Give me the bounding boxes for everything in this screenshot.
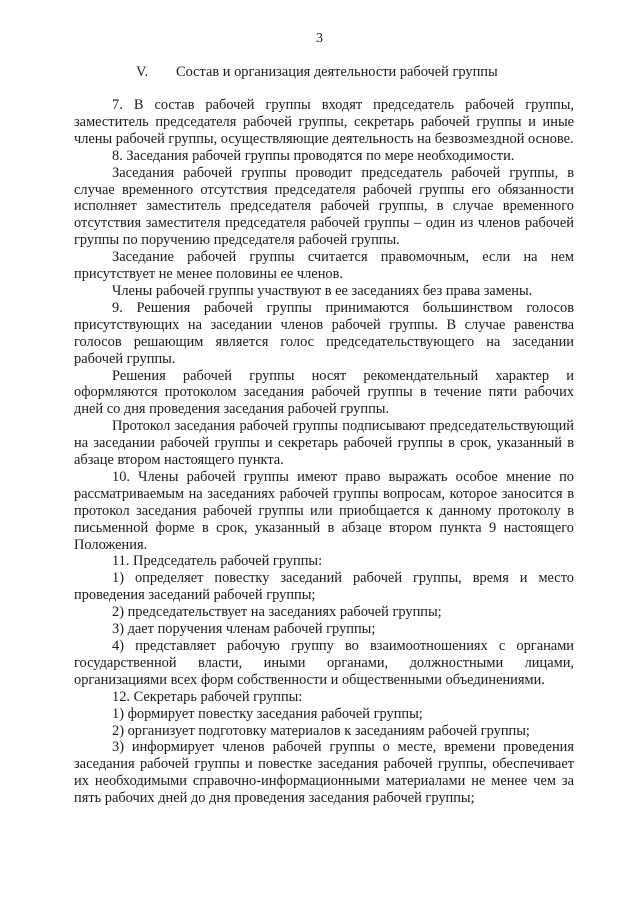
paragraph: 2) председательствует на заседаниях рабочей группы; xyxy=(112,604,442,621)
paragraph: Заседания рабочей группы проводит председатель рабочей группы, в случае временного отсутствия председателя рабочей группы его обязанности исполняет заместитель председателя рабочей группы, в случае временного отсутствия заместителя председателя рабочей группы – один из членов рабочей группы по поручению председателя рабочей группы. xyxy=(74,164,574,249)
paragraph: 8. Заседания рабочей группы проводятся по мере необходимости. xyxy=(112,147,515,164)
paragraph: Члены рабочей группы участвуют в ее заседаниях без права замены. xyxy=(112,282,533,299)
body-text xyxy=(74,97,574,807)
section-title: Состав и организация деятельности рабочей группы xyxy=(176,64,498,80)
paragraph: Протокол заседания рабочей группы подписывают председательствующий на заседании рабочей группы и секретарь рабочей группы в срок, указанный в абзаце втором настоящего пункта. xyxy=(74,418,574,469)
paragraph: 7. В состав рабочей группы входят председатель рабочей группы, заместитель председателя рабочей группы, секретарь рабочей группы и иные члены рабочей группы, осуществляющие деятельность на безвозмездной основе. xyxy=(74,97,574,147)
paragraph: 3) дает поручения членам рабочей группы; xyxy=(112,621,376,638)
paragraph: 1) формирует повестку заседания рабочей группы; xyxy=(112,705,423,722)
paragraph: 2) организует подготовку материалов к заседаниям рабочей группы; xyxy=(112,722,530,739)
paragraph: Решения рабочей группы носят рекомендательный характер и оформляются протоколом заседания рабочей группы в течение пяти рабочих дней со дня проведения заседания рабочей группы. xyxy=(74,367,574,418)
paragraph: 4) представляет рабочую группу во взаимоотношениях с органами государственной власти, иными органами, должностными лицами, организациями всех форм собственности и общественными объединениями. xyxy=(74,638,574,688)
paragraph: 11. Председатель рабочей группы: xyxy=(112,553,323,570)
paragraph: 10. Члены рабочей группы имеют право выражать особое мнение по рассматриваемым на заседаниях рабочей группы вопросам, которое заносится в протокол заседания рабочей группы или приобщается к данному протоколу в письменной форме в срок, указанный в абзаце втором пункта 9 настоящего Положения. xyxy=(74,468,574,553)
section-heading xyxy=(136,64,498,81)
paragraph: 9. Решения рабочей группы принимаются большинством голосов присутствующих на заседании членов рабочей группы. В случае равенства голосов решающим является голос председательствующего на заседании рабочей группы. xyxy=(74,299,574,367)
paragraph: 12. Секретарь рабочей группы: xyxy=(112,688,303,705)
section-number: V. xyxy=(136,64,149,80)
paragraph: Заседание рабочей группы считается правомочным, если на нем присутствует не менее половины ее членов. xyxy=(74,249,574,283)
page-number: 3 xyxy=(316,31,323,46)
paragraph: 1) определяет повестку заседаний рабочей группы, время и место проведения заседаний рабочей группы; xyxy=(74,570,574,604)
paragraph: 3) информирует членов рабочей группы о месте, времени проведения заседания рабочей группы и повестке заседания рабочей группы, обеспечивает их необходимыми справочно-информационными материалами не менее чем за пять рабочих дней до дня проведения заседания рабочей группы; xyxy=(74,739,574,807)
